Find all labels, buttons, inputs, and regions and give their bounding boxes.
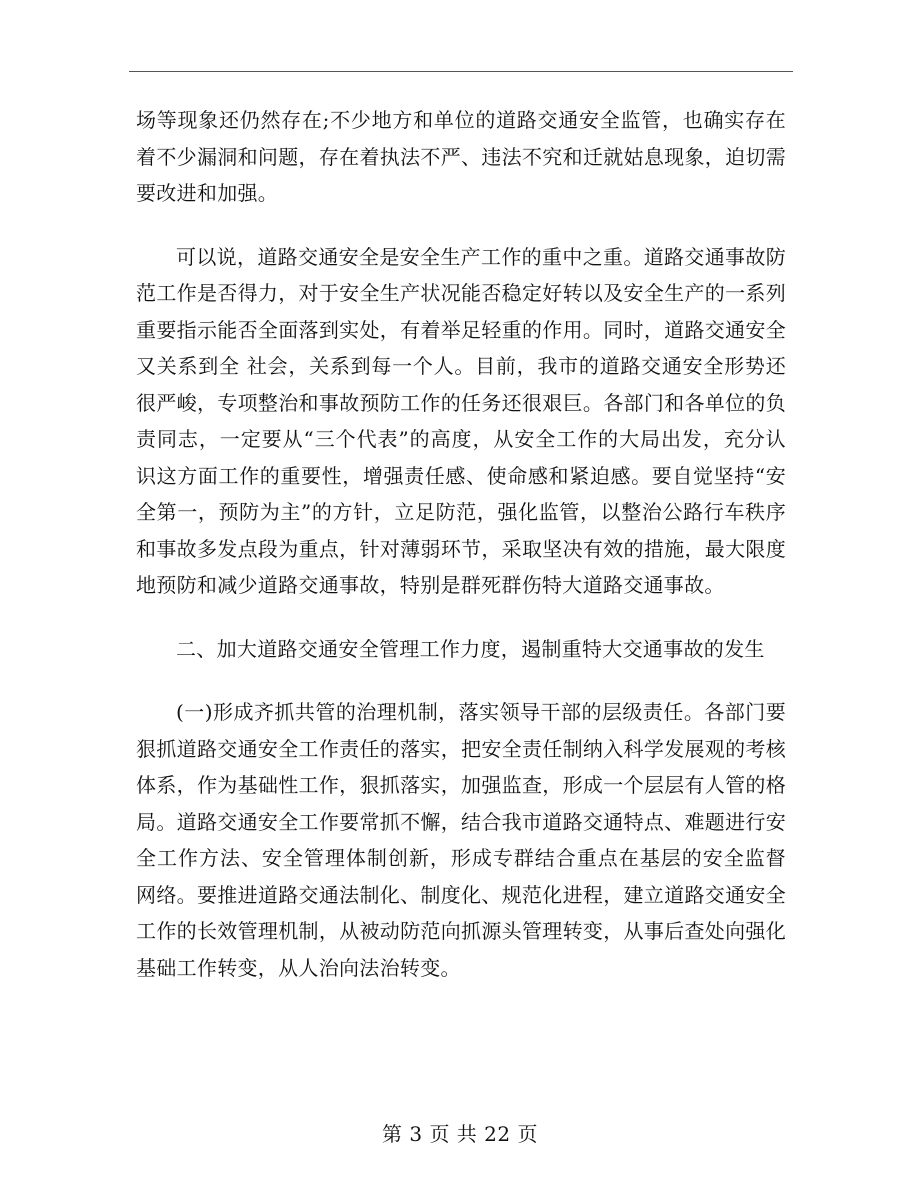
page-number-footer: 第 3 页 共 22 页 (382, 1122, 538, 1146)
paragraph-continuation: 场等现象还仍然存在;不少地方和单位的道路交通安全监管，也确实存在着不少漏洞和问题，存在着执法不严、违法不究和迁就姑息现象，迫切需要改进和加强。 (136, 108, 786, 205)
paragraph-traffic-safety-importance: 可以说，道路交通安全是安全生产工作的重中之重。道路交通事故防范工作是否得力，对于安全生产状况能否稳定好转以及安全生产的一系列重要指示能否全面落到实处，有着举足轻重的作用。同时，道路交通安全又关系到全 社会，关系到每一个人。目前，我市的道路交通安全形势还很严峻，专项整治和事故预防工作的任务还很艰巨。各部门和各单位的负责同志，一定要从“三个代表”的高度，从安全工作的大局出发，充分认识这方面工作的重要性，增强责任感、使命感和紧迫感。要自觉坚持“安全第一，预防为主”的方针，立足防范，强化监管，以整治公路行车秩序和事故多发点段为重点，针对薄弱环节，采取坚决有效的措施，最大限度地预防和减少道路交通事故，特别是群死群伤特大道路交通事故。 (136, 244, 786, 597)
section-heading: 二、加大道路交通安全管理工作力度，遏制重特大交通事故的发生 (176, 636, 765, 661)
document-body (136, 102, 786, 986)
header-divider (129, 71, 793, 72)
paragraph-governance-mechanism: (一)形成齐抓共管的治理机制，落实领导干部的层级责任。各部门要狠抓道路交通安全工作责任的落实，把安全责任制纳入科学发展观的考核体系，作为基础性工作，狠抓落实，加强监查，形成一个层层有人管的格局。道路交通安全工作要常抓不懈，结合我市道路交通特点、难题进行安全工作方法、安全管理体制创新，形成专群结合重点在基层的安全监督 网络。要推进道路交通法制化、制度化、规范化进程，建立道路交通安全工作的长效管理机制，从被动防范向抓源头管理转变，从事后查处向强化基础工作转变，从人治向法治转变。 (136, 700, 786, 980)
